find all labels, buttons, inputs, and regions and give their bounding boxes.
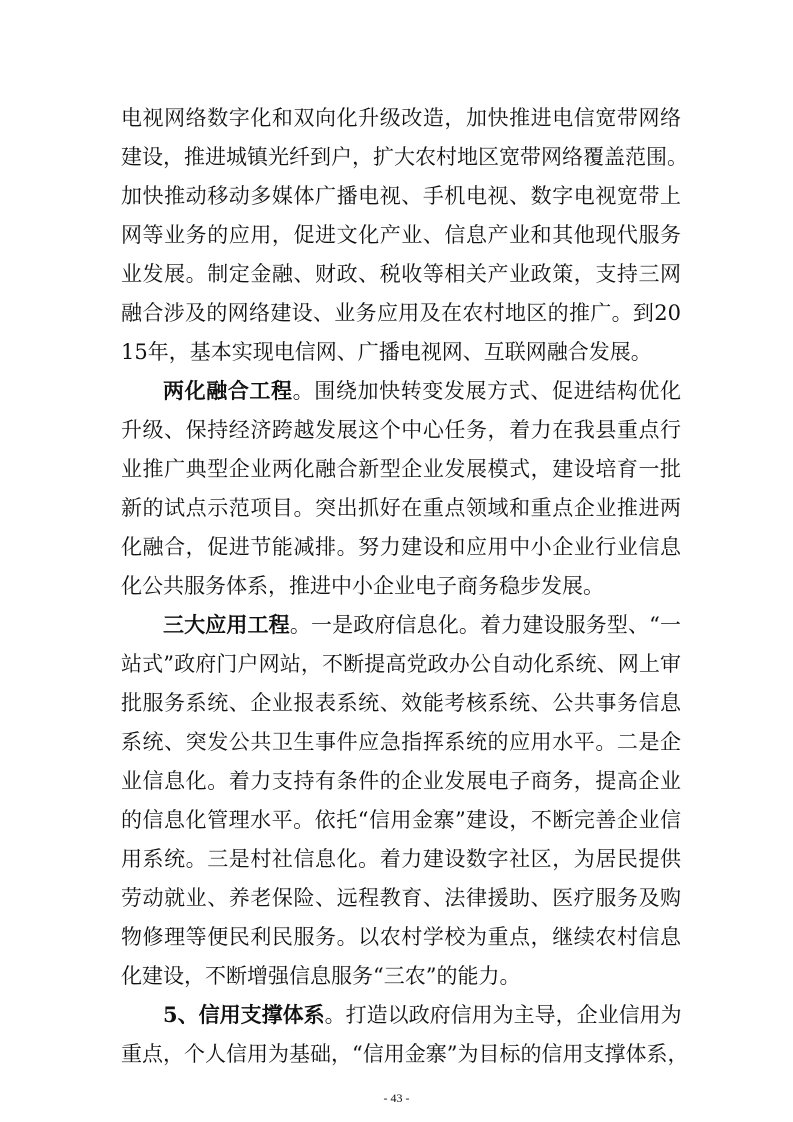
paragraph-2-line-5: 化融合，促进节能减排。努力建设和应用中小企业行业信息	[121, 535, 681, 559]
paragraph-3-first-line-text: 。一是政府信息化。着力建设服务型、“一	[289, 613, 682, 637]
paragraph-2-line-3: 业推广典型企业两化融合新型企业发展模式，建设培育一批	[121, 457, 681, 481]
section-heading-three-applications: 三大应用工程	[163, 612, 290, 637]
paragraph-2-line-4: 新的试点示范项目。突出抓好在重点领域和重点企业推进两	[121, 496, 681, 520]
paragraph-1-line-4: 网等业务的应用，促进文化产业、信息产业和其他现代服务	[121, 223, 681, 247]
paragraph-3-line-2: 站式”政府门户网站，不断提高党政办公自动化系统、网上审	[121, 652, 681, 676]
paragraph-1-line-5: 业发展。制定金融、财政、税收等相关产业政策，支持三网	[121, 262, 681, 286]
paragraph-3-line-7: 用系统。三是村社信息化。着力建设数字社区，为居民提供	[121, 847, 681, 871]
paragraph-3-line-6: 的信息化管理水平。依托“信用金寨”建设，不断完善企业信	[121, 808, 681, 832]
paragraph-1-line-6: 融合涉及的网络建设、业务应用及在农村地区的推广。到20	[121, 301, 681, 325]
paragraph-2-first-line	[163, 374, 681, 408]
paragraph-4-line-2: 重点，个人信用为基础，“信用金寨”为目标的信用支撑体系，	[121, 1042, 689, 1066]
paragraph-3-line-8: 劳动就业、养老保险、远程教育、法律援助、医疗服务及购	[121, 886, 681, 910]
page-number: - 43 -	[383, 1091, 410, 1105]
section-heading-credit-support: 5、信用支撑体系	[163, 1002, 325, 1027]
paragraph-2-line-6: 化公共服务体系，推进中小企业电子商务稳步发展。	[121, 574, 604, 598]
paragraph-4-first-line-text: 。打造以政府信用为主导，企业信用为	[324, 1003, 682, 1027]
section-heading-two-integration: 两化融合工程	[163, 378, 293, 403]
paragraph-1-line-7: 15年，基本实现电信网、广播电视网、互联网融合发展。	[121, 340, 652, 364]
paragraph-3-line-3: 批服务系统、企业报表系统、效能考核系统、公共事务信息	[121, 691, 681, 715]
paragraph-3-line-10: 化建设，不断增强信息服务“三农”的能力。	[121, 964, 521, 988]
paragraph-1-line-3: 加快推动移动多媒体广播电视、手机电视、数字电视宽带上	[121, 184, 681, 208]
paragraph-1-line-1: 电视网络数字化和双向化升级改造，加快推进电信宽带网络	[121, 106, 681, 130]
paragraph-3-line-4: 系统、突发公共卫生事件应急指挥系统的应用水平。二是企	[121, 730, 681, 754]
paragraph-4-first-line	[163, 998, 681, 1032]
paragraph-3-line-5: 业信息化。着力支持有条件的企业发展电子商务，提高企业	[121, 769, 681, 793]
paragraph-2-line-2: 升级、保持经济跨越发展这个中心任务，着力在我县重点行	[121, 418, 681, 442]
paragraph-3-line-9: 物修理等便民利民服务。以农村学校为重点，继续农村信息	[121, 925, 681, 949]
paragraph-2-first-line-text: 。围绕加快转变发展方式、促进结构优化	[292, 379, 682, 403]
paragraph-3-first-line	[163, 608, 681, 642]
paragraph-1-line-2: 建设，推进城镇光纤到户，扩大农村地区宽带网络覆盖范围。	[121, 145, 688, 169]
